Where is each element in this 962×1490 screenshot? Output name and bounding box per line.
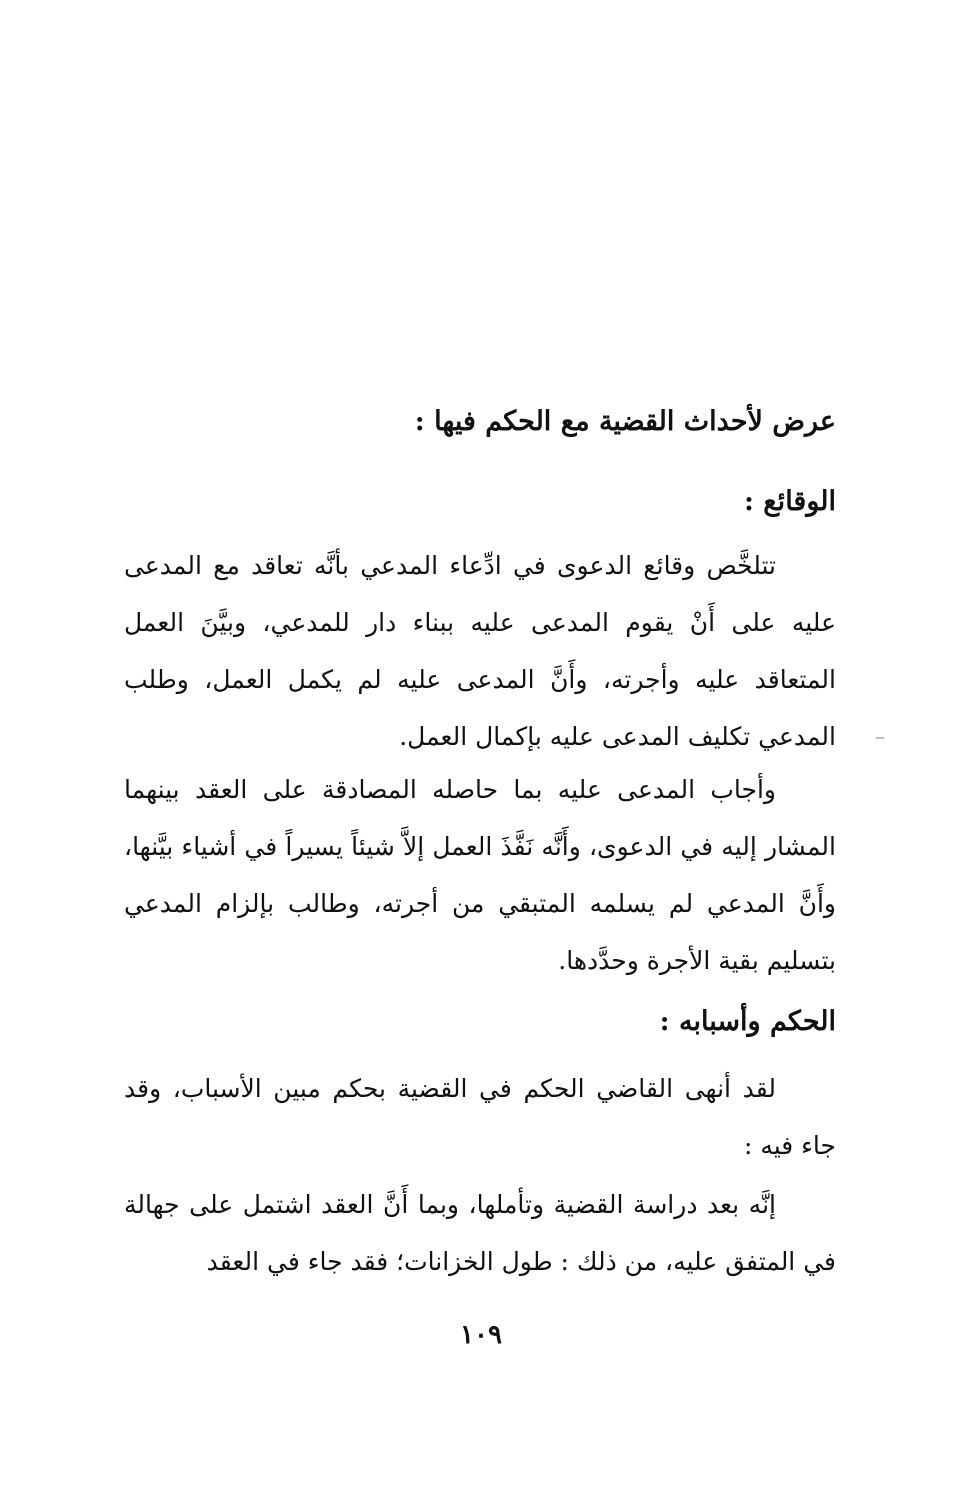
facts-paragraph-2: وأجاب المدعى عليه بما حاصله المصادقة على العقد بينهما المشار إليه في الدعوى، وأَنَّه نَفَّذَ العمل إلاَّ شيئاً يسيراً في أشياء بيَّنها، وأَنَّ المدعي لم يسلمه المتبقي من أجرته، وطالب بإلزام المدعي بتسليم بقية الأجرة وحدَّدها. [124, 775, 836, 975]
page-number: ١٠٩ [460, 1320, 502, 1350]
facts-paragraph-1: تتلخَّص وقائع الدعوى في ادِّعاء المدعي بأنَّه تعاقد مع المدعى عليه على أَنْ يقوم المدعى عليه ببناء دار للمدعي، وبيَّنَ العمل المتعاقد عليه وأجرته، وأَنَّ المدعى عليه لم يكمل العمل، وطلب المدعي تكليف المدعى عليه بإكمال العمل. [124, 551, 836, 751]
margin-mark [876, 737, 884, 739]
facts-heading: الوقائع : [743, 486, 836, 517]
main-heading: عرض لأحداث القضية مع الحكم فيها : [414, 406, 836, 437]
ruling-paragraph-2: إنَّه بعد دراسة القضية وتأملها، وبما أَنَّ العقد اشتمل على جهالة في المتفق عليه، من ذلك : طول الخزانات؛ فقد جاء في العقد [124, 1190, 836, 1276]
ruling-paragraph-1: لقد أنهى القاضي الحكم في القضية بحكم مبين الأسباب، وقد جاء فيه : [124, 1074, 836, 1160]
ruling-heading: الحكم وأسبابه : [659, 1006, 836, 1037]
